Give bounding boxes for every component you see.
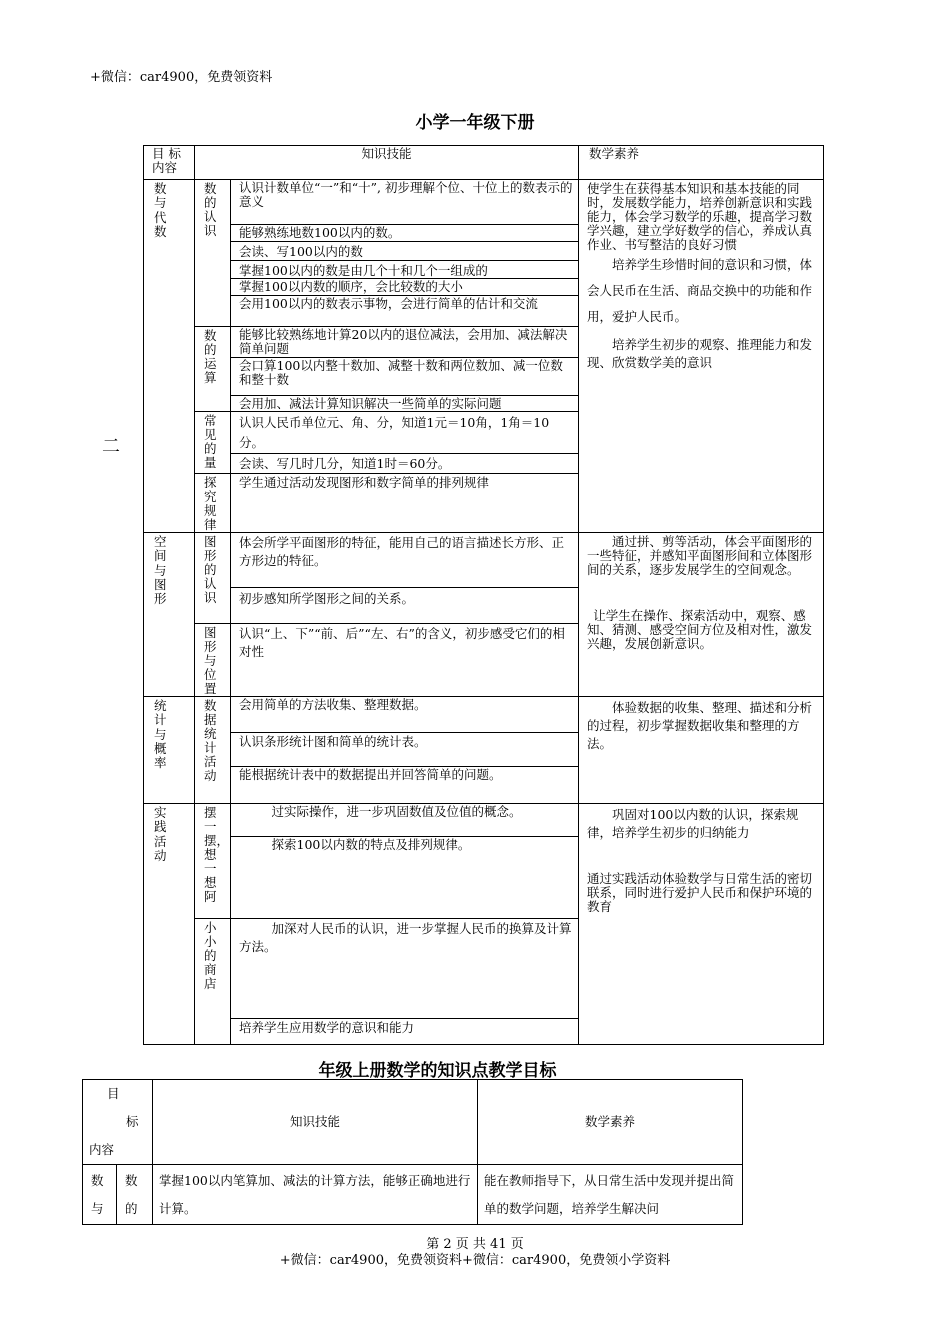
- skill-item: 会用简单的方法收集、整理数据。: [231, 697, 579, 733]
- literacy-practice: 巩固对100以内数的认识，探索规律，培养学生初步的归纳能力 通过实践活动体验数学与日常生活的密切联系，同时进行爱护人民币和保护环境的教育: [579, 804, 824, 1045]
- literacy-space: 通过拼、剪等活动，体会平面图形的一些特征，并感知平面图形间和立体图形间的关系，逐步发展学生的空间观念。 让学生在操作、探索活动中，观察、感知、猜测、感受空间方位及相对性，激发兴趣，发展创新意识。: [579, 533, 824, 697]
- skill-item: 掌握100以内数的顺序，会比较数的大小: [231, 279, 579, 296]
- literacy-algebra: 使学生在获得基本知识和基本技能的同时，发展数学能力，培养创新意识和实践能力，体会学习数学的乐趣，提高学习数学兴趣，建立学好数学的信心，养成认真作业、书写整洁的良好习惯 培养学生珍惜时间的意识和习惯，体会人民币在生活、商品交换中的功能和作用，爱护人民币。 培养学生初步的观察、推理能力和发现、欣赏数学美的意识: [579, 180, 824, 533]
- skill-item: 会用加、减法计算知识解决一些简单的实际问题: [231, 396, 579, 412]
- skill-item: 培养学生应用数学的意识和能力: [231, 1019, 579, 1045]
- skill-item: 能够比较熟练地计算20以内的退位减法，会用加、减法解决简单问题: [231, 327, 579, 358]
- table2-sub-cell: 数 的: [117, 1165, 153, 1225]
- skill-item: 会读、写几时几分，知道1时＝60分。: [231, 454, 579, 474]
- footer-note: +微信：car4900，免费领资料+微信：car4900，免费领小学资料: [279, 1253, 671, 1268]
- skill-item: 会读、写100以内的数: [231, 242, 579, 261]
- sub-place-and-think: 摆一摆，想一想阿: [195, 804, 231, 919]
- table2-corner-header: 目 标 内容: [83, 1080, 153, 1165]
- page-title: 小学一年级下册: [415, 113, 535, 133]
- skill-item: 能根据统计表中的数据提出并回答简单的问题。: [231, 767, 579, 804]
- skill-header: 知识技能: [195, 146, 579, 180]
- section-practice: 实践活动: [144, 804, 195, 1045]
- section-title-2: 年级上册数学的知识点教学目标: [318, 1061, 557, 1081]
- sub-explore-pattern: 探究规律: [195, 474, 231, 533]
- skill-item: 认识人民币单位元、角、分，知道1元＝10角，1角＝10分。: [231, 412, 579, 454]
- skill-item: 体会所学平面图形的特征，能用自己的语言描述长方形、正方形边的特征。: [231, 533, 579, 588]
- section-number-algebra: 数与代数 二: [144, 180, 195, 533]
- sub-common-quantity: 常见的量: [195, 412, 231, 474]
- table2-skill-item: 掌握100以内笔算加、减法的计算方法，能够正确地进行计算。: [153, 1165, 478, 1225]
- goals-table-grade1-second: [102, 145, 824, 1045]
- page-number: 第 2 页 共 41 页: [426, 1237, 524, 1252]
- table2-literacy-header: 数学素养: [478, 1080, 743, 1165]
- skill-item: 初步感知所学图形之间的关系。: [231, 588, 579, 624]
- skill-item: 会用100以内的数表示事物，会进行简单的估计和交流: [231, 296, 579, 327]
- skill-item: 认识条形统计图和简单的统计表。: [231, 733, 579, 767]
- table2-literacy-item: 能在教师指导下，从日常生活中发现并提出简单的数学问题，培养学生解决问: [478, 1165, 743, 1225]
- skill-item: 探索100以内数的特点及排列规律。: [231, 837, 579, 919]
- skill-item: 能够熟练地数100以内的数。: [231, 225, 579, 242]
- section-space-shape: 空间与图形: [144, 533, 195, 697]
- sub-small-shop: 小小的商店: [195, 919, 231, 1045]
- goals-table-grade-first: [82, 1079, 743, 1225]
- skill-item: 认识“上、下”“前、后”“左、右”的含义，初步感受它们的相对性: [231, 624, 579, 697]
- skill-item: 认识计数单位“一”和“十”, 初步理解个位、十位上的数表示的意义: [231, 180, 579, 225]
- row-marker: 二: [102, 436, 120, 457]
- sub-shape-position: 图形与位置: [195, 624, 231, 697]
- table2-skill-header: 知识技能: [153, 1080, 478, 1165]
- header-note: +微信：car4900，免费领资料: [90, 70, 273, 85]
- literacy-header: 数学素养: [579, 146, 824, 180]
- skill-item: 会口算100以内整十数加、减整十数和两位数加、减一位数和整十数: [231, 358, 579, 396]
- skill-item: 掌握100以内的数是由几个十和几个一组成的: [231, 261, 579, 279]
- sub-data-activity: 数据统计活动: [195, 697, 231, 804]
- sub-number-calculation: 数的运算: [195, 327, 231, 412]
- sub-number-recognition: 数的认识: [195, 180, 231, 327]
- table-corner-header: 目 标 内容: [144, 146, 195, 180]
- literacy-statistics: 体验数据的收集、整理、描述和分析的过程，初步掌握数据收集和整理的方法。: [579, 697, 824, 804]
- section-statistics: 统计与概率: [144, 697, 195, 804]
- skill-item: 过实际操作，进一步巩固数值及位值的概念。: [231, 804, 579, 837]
- skill-item: 学生通过活动发现图形和数字简单的排列规律: [231, 474, 579, 533]
- skill-item: 加深对人民币的认识，进一步掌握人民币的换算及计算方法。: [231, 919, 579, 1019]
- sub-shape-recognition: 图形的认识: [195, 533, 231, 624]
- table2-section-cell: 数 与: [83, 1165, 117, 1225]
